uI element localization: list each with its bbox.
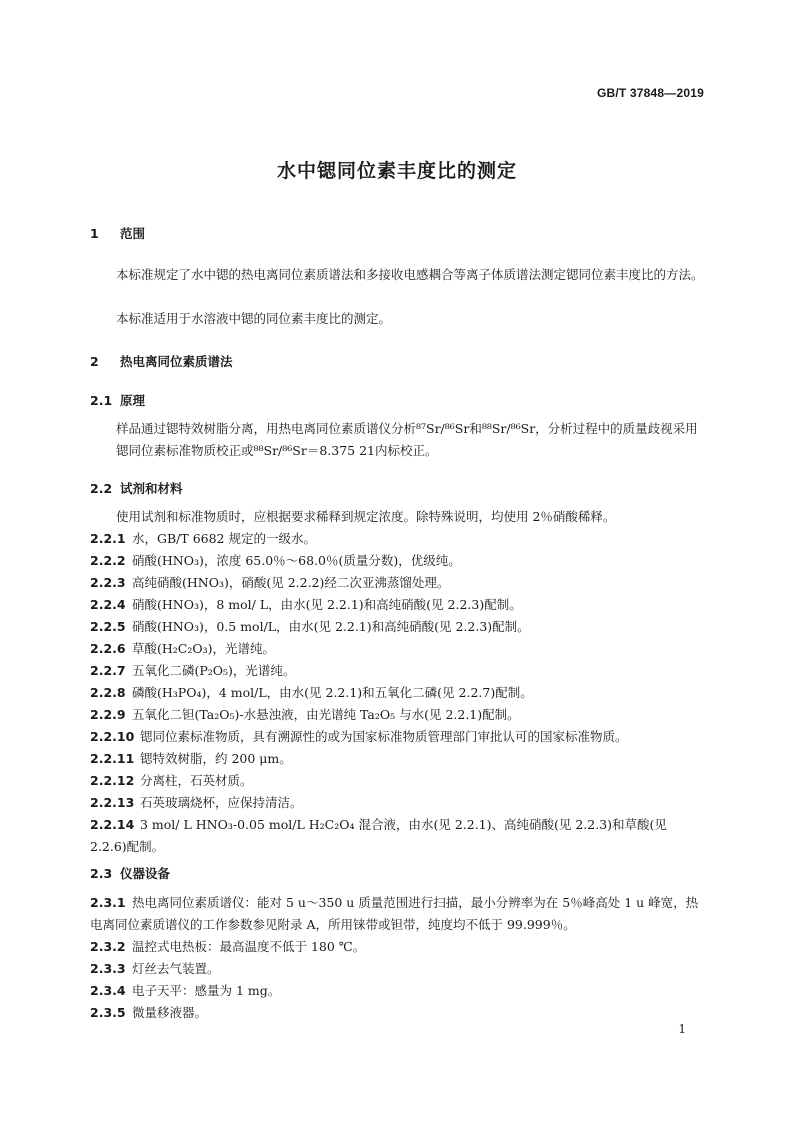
section-title: 热电离同位素质谱法	[120, 354, 233, 369]
list-item	[90, 594, 706, 616]
item-number: 2.2.11	[90, 751, 135, 766]
item-number: 2.2.12	[90, 773, 135, 788]
page-number: 1	[678, 1022, 686, 1036]
section-title: 仪器设备	[120, 866, 171, 881]
list-item	[90, 936, 706, 958]
item-text: 分离柱，石英材质。	[140, 773, 253, 788]
list-item	[90, 682, 706, 704]
item-number: 2.2.4	[90, 597, 126, 612]
item-text: 硝酸(HNO₃)，8 mol/ L，由水(见 2.2.1)和高纯硝酸(见 2.2.3)配制。	[132, 597, 522, 612]
section-number: 2.2	[90, 481, 113, 496]
document-title: 水中锶同位素丰度比的测定	[276, 160, 517, 182]
section-title: 原理	[120, 393, 146, 408]
item-number: 2.3.5	[90, 1005, 126, 1020]
item-text: 锶同位素标准物质，具有溯源性的或为国家标准物质管理部门审批认可的国家标准物质。	[140, 729, 628, 744]
item-text: 五氧化二磷(P₂O₅)，光谱纯。	[132, 663, 296, 678]
section-number: 2.3	[90, 866, 113, 881]
section-title: 试剂和材料	[120, 481, 183, 496]
list-item	[90, 770, 706, 792]
section-2-2-intro	[90, 506, 706, 528]
list-item	[90, 726, 706, 748]
item-text: 硝酸(HNO₃)，浓度 65.0％～68.0％(质量分数)，优级纯。	[132, 553, 461, 568]
item-number: 2.3.3	[90, 961, 126, 976]
item-number: 2.3.4	[90, 983, 126, 998]
item-number: 2.2.8	[90, 685, 126, 700]
section-number: 1	[90, 226, 99, 241]
paragraph-text: 使用试剂和标准物质时，应根据要求稀释到规定浓度。除特殊说明，均使用 2％硝酸稀释。	[116, 509, 616, 524]
item-text: 水，GB/T 6682 规定的一级水。	[132, 531, 316, 546]
list-item	[90, 980, 706, 1002]
item-number: 2.2.10	[90, 729, 135, 744]
item-number: 2.2.14	[90, 817, 135, 832]
item-text: 温控式电热板：最高温度不低于 180 ℃。	[132, 939, 366, 954]
paragraph-text: 样品通过锶特效树脂分离，用热电离同位素质谱仪分析⁸⁷Sr/⁸⁶Sr和⁸⁸Sr/⁸⁶Sr，分析过程中的质量歧视采用锶同位素标准物质校正或⁸⁸Sr/⁸⁶Sr＝8.375 21内标校正。	[116, 421, 698, 458]
item-text: 锶特效树脂，约 200 μm。	[140, 751, 292, 766]
item-text: 石英玻璃烧杯，应保持清洁。	[140, 795, 303, 810]
item-text: 高纯硝酸(HNO₃)，硝酸(见 2.2.2)经二次亚沸蒸馏处理。	[132, 575, 450, 590]
item-number: 2.2.2	[90, 553, 126, 568]
item-number: 2.2.3	[90, 575, 126, 590]
item-text: 热电离同位素质谱仪：能对 5 u～350 u 质量范围进行扫描，最小分辨率为在 5％峰高处 1 u 峰宽，热电离同位素质谱仪的工作参数参见附录 A，所用铼带或钽带，纯度均不低于 99.999％。	[90, 895, 699, 932]
list-item	[90, 572, 706, 594]
paragraph-text: 本标准适用于水溶液中锶的同位素丰度比的测定。	[116, 311, 392, 326]
section-number: 2	[90, 354, 99, 369]
list-item	[90, 528, 706, 550]
section-number: 2.1	[90, 393, 113, 408]
item-text: 微量移液器。	[132, 1005, 208, 1020]
item-number: 2.2.5	[90, 619, 126, 634]
list-item	[90, 792, 706, 814]
item-text: 电子天平：感量为 1 mg。	[132, 983, 281, 998]
item-number: 2.2.9	[90, 707, 126, 722]
item-text: 灯丝去气装置。	[132, 961, 220, 976]
section-1-heading	[90, 224, 145, 242]
standard-number: GB/T 37848—2019	[596, 86, 704, 100]
item-text: 3 mol/ L HNO₃-0.05 mol/L H₂C₂O₄ 混合液，由水(见 2.2.1)、高纯硝酸(见 2.2.3)和草酸(见 2.2.6)配制。	[90, 817, 667, 854]
item-text: 硝酸(HNO₃)，0.5 mol/L，由水(见 2.2.1)和高纯硝酸(见 2.2.3)配制。	[132, 619, 530, 634]
list-item	[90, 638, 706, 660]
section-title: 范围	[120, 226, 146, 241]
section-2-1-heading	[90, 391, 145, 409]
list-item	[90, 550, 706, 572]
item-number: 2.2.7	[90, 663, 126, 678]
section-2-heading	[90, 352, 233, 370]
item-number: 2.3.2	[90, 939, 126, 954]
item-number: 2.3.1	[90, 895, 126, 910]
item-text: 草酸(H₂C₂O₃)，光谱纯。	[132, 641, 275, 656]
section-1-paragraph-2	[90, 308, 706, 330]
item-number: 2.2.6	[90, 641, 126, 656]
list-item	[90, 748, 706, 770]
list-item	[90, 814, 706, 858]
item-number: 2.2.13	[90, 795, 135, 810]
section-2-1-paragraph	[90, 418, 706, 462]
section-2-3-heading	[90, 864, 170, 882]
item-text: 磷酸(H₃PO₄)，4 mol/L，由水(见 2.2.1)和五氧化二磷(见 2.2.7)配制。	[132, 685, 533, 700]
list-item	[90, 1002, 706, 1024]
section-1-paragraph-1	[90, 264, 706, 286]
list-item	[90, 616, 706, 638]
item-text: 五氧化二钽(Ta₂O₅)-水悬浊液，由光谱纯 Ta₂O₅ 与水(见 2.2.1)配制。	[132, 707, 520, 722]
list-item	[90, 704, 706, 726]
item-number: 2.2.1	[90, 531, 126, 546]
list-item	[90, 958, 706, 980]
section-2-2-heading	[90, 479, 183, 497]
list-item	[90, 892, 706, 936]
paragraph-text: 本标准规定了水中锶的热电离同位素质谱法和多接收电感耦合等离子体质谱法测定锶同位素丰度比的方法。	[116, 267, 704, 282]
list-item	[90, 660, 706, 682]
